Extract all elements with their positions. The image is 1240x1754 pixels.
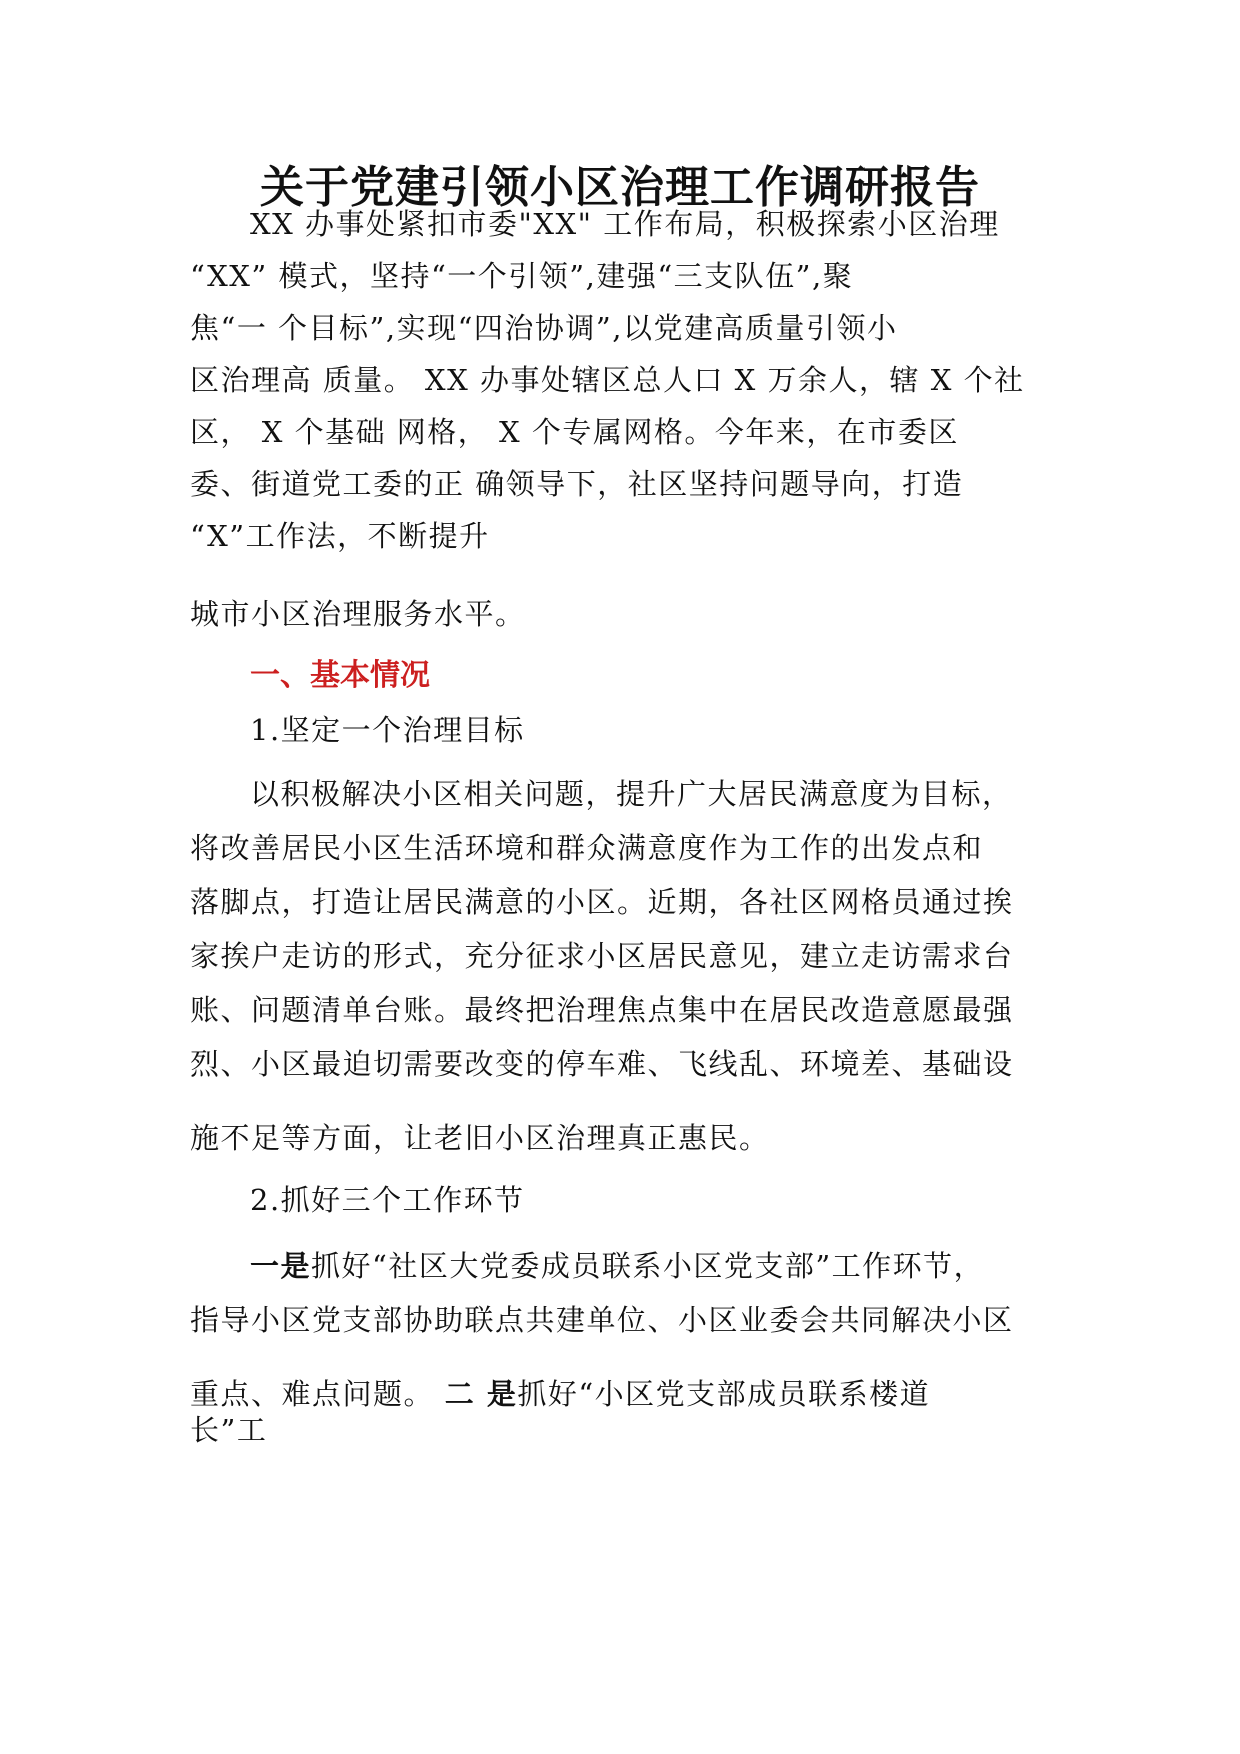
- goal-line-6: 烈、小区最迫切需要改变的停车难、飞线乱、环境差、基础设: [190, 1047, 1014, 1081]
- subheading-goal: 1.坚定一个治理目标: [250, 713, 525, 747]
- subheading-steps: 2.抓好三个工作环节: [250, 1183, 525, 1217]
- goal-line-7: 施不足等方面，让老旧小区治理真正惠民。: [190, 1121, 770, 1155]
- section-heading-basic: 一、基本情况: [250, 658, 430, 693]
- second-label: 二 是: [444, 1377, 518, 1411]
- goal-line-3: 落脚点，打造让居民满意的小区。近期，各社区网格员通过挨: [190, 885, 1014, 919]
- first-label: 一是: [250, 1249, 312, 1283]
- intro-line-8: 城市小区治理服务水平。: [190, 597, 526, 631]
- steps-line-1: [250, 1248, 984, 1284]
- intro-line-7: “X”工作法，不断提升: [190, 519, 490, 553]
- goal-line-5: 账、问题清单台账。最终把治理焦点集中在居民改造意愿最强: [190, 993, 1014, 1027]
- goal-line-2: 将改善居民小区生活环境和群众满意度作为工作的出发点和: [190, 831, 984, 865]
- document-title: 关于党建引领小区治理工作调研报告: [260, 162, 980, 213]
- intro-line-4: 区治理高 质量。 XX 办事处辖区总人口 X 万余人，辖 X 个社: [190, 363, 1025, 397]
- steps-line-1-text: 抓好“社区大党委成员联系小区党支部”工作环节，: [311, 1249, 985, 1283]
- steps-line-3: [190, 1376, 930, 1412]
- intro-line-2: “XX” 模式，坚持“一个引领”,建强“三支队伍”,聚: [190, 259, 854, 293]
- intro-line-5: 区， X 个基础 网格， X 个专属网格。今年来，在市委区: [190, 415, 959, 449]
- steps-line-2: 指导小区党支部协助联点共建单位、小区业委会共同解决小区: [190, 1303, 1014, 1337]
- goal-line-1: 以积极解决小区相关问题，提升广大居民满意度为目标，: [250, 777, 1013, 811]
- steps-line-3-text: 抓好“小区党支部成员联系楼道: [517, 1377, 931, 1411]
- intro-line-6: 委、街道党工委的正 确领导下，社区坚持问题导向，打造: [190, 467, 964, 501]
- goal-line-4: 家挨户走访的形式，充分征求小区居民意见，建立走访需求台: [190, 939, 1014, 973]
- intro-line-3: 焦“一 个目标”,实现“四治协调”,以党建高质量引领小: [190, 311, 898, 345]
- intro-line-1: XX 办事处紧扣市委"XX" 工作布局，积极探索小区治理: [250, 207, 1000, 241]
- steps-line-3-pre: 重点、难点问题。: [190, 1377, 445, 1411]
- steps-line-4: 长”工: [190, 1413, 268, 1447]
